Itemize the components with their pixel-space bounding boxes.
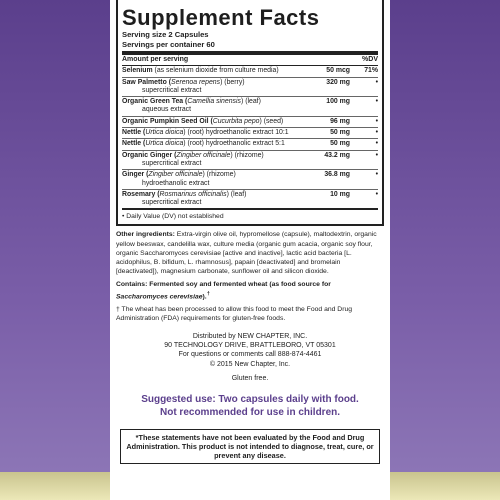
ingredient-dv: • [375, 190, 378, 198]
ingredient-name-text: Nettle (Urtica dioica [122, 129, 184, 137]
fda-disclaimer: *These statements have not been evaluated by the Food and Drug Administration. This product is not intended to diagnose, treat, cure, or prevent any disease. [120, 429, 380, 464]
suggested-use-line1: Suggested use: Two capsules daily with food. [141, 394, 359, 406]
ingredient-extract-type: supercritical extract [142, 199, 202, 207]
ingredient-name: Organic Pumpkin Seed Oil (Cucurbita pepo) (seed) [122, 117, 284, 125]
ingredient-name: Rosemary (Rosmarinus officinalis) (leaf) supercritical extract [122, 191, 310, 208]
contains-text: Contains: Fermented soy and fermented wheat (as food source for [116, 281, 331, 289]
ingredient-list [122, 66, 378, 208]
ingredient-row [122, 97, 378, 117]
ingredient-row [122, 117, 378, 128]
distributor-info [116, 332, 384, 370]
ingredient-amount: 50 mg [330, 140, 350, 148]
wheat-note: † The wheat has been processed to allow this food to meet the Food and Drug Administration (FDA) requirements for gluten-free foods. [116, 306, 353, 323]
distributor-phone: For questions or comments call 888-874-4461 [178, 351, 322, 359]
other-ingredients [116, 230, 384, 276]
amount-per-serving-header: Amount per serving [122, 56, 189, 63]
packaging-left-band [0, 0, 110, 500]
dv-footnote: • Daily Value (DV) not established [122, 213, 224, 221]
ingredient-name-text: Nettle (Urtica dioica [122, 140, 184, 148]
ingredient-name: Saw Palmetto (Serenoa repens) (berry) supercritical extract [122, 79, 310, 96]
packaging-right-band [390, 0, 500, 500]
ingredient-name-text: Saw Palmetto (Serenoa repens [122, 78, 221, 86]
ingredient-row [122, 190, 378, 209]
ingredient-extract-type: supercritical extract [142, 159, 202, 167]
copyright: © 2015 New Chapter, Inc. [209, 360, 291, 368]
ingredient-name: Selenium (as selenium dioxide from culture media) [122, 67, 279, 75]
ingredient-name-text: Rosemary (Rosmarinus officinalis [122, 190, 227, 198]
ingredient-amount: 100 mg [326, 98, 350, 106]
contains-mark: † [206, 290, 210, 297]
dv-header: %DV [362, 56, 378, 63]
ingredient-dv: • [375, 140, 378, 148]
ingredient-name: Organic Ginger (Zingiber officinale) (rhizome) supercritical extract [122, 152, 310, 169]
ingredient-dv: • [375, 171, 378, 179]
ingredient-dv: • [375, 151, 378, 159]
distributor-line1: Distributed by NEW CHAPTER, INC. [192, 332, 308, 340]
ingredient-row [122, 139, 378, 150]
ingredient-amount: 50 mg [330, 129, 350, 137]
ingredient-extract-type: supercritical extract [142, 86, 202, 94]
contains-end: ). [202, 292, 207, 300]
gluten-free-note: Gluten free. [231, 375, 269, 383]
ingredient-extract-type: aqueous extract [142, 106, 192, 114]
ingredient-name: Nettle (Urtica dioica) (root) hydroethanolic extract 5:1 [122, 140, 285, 148]
ingredient-extract-type: hydroethanolic extract [142, 179, 210, 187]
ingredient-row [122, 66, 378, 77]
ingredient-name-text: Organic Green Tea (Camellia sinensis [122, 98, 241, 106]
distributor-line2: 90 TECHNOLOGY DRIVE, BRATTLEBORO, VT 05301 [164, 341, 336, 349]
other-ingredients-text: Extra-virgin olive oil, hypromellose (capsule), maltodextrin, organic yellow beeswax, candelilla wax, culture media (organic gum acacia, organic soy flour, organic Saccharomyces cerevisiae [active and inactive], lactic acid bacteria [L. acidophilus, B. bifidum, L. rhamnosus], papain [deactivated] and bromelain [deactivated]), magnesium carbonate, sunflower oil and silicon dioxide. [116, 231, 377, 276]
ingredient-name-text: Organic Ginger (Zingiber officinale [122, 151, 231, 159]
allergen-statement [116, 280, 384, 301]
ingredient-amount: 96 mg [330, 117, 350, 125]
suggested-use-line2: Not recommended for use in children. [159, 406, 341, 418]
serving-size: Serving size 2 Capsules [122, 30, 209, 39]
other-ingredients-label: Other ingredients: [116, 231, 175, 239]
ingredient-name-text: Selenium [122, 67, 153, 75]
ingredient-dv: • [375, 78, 378, 86]
ingredient-row [122, 78, 378, 98]
supplement-facts-title: Supplement Facts [122, 5, 320, 30]
ingredient-row [122, 151, 378, 171]
suggested-use [116, 394, 384, 419]
contains-italic: Saccharomyces cerevisiae [116, 292, 203, 300]
ingredient-name: Nettle (Urtica dioica) (root) hydroethanolic extract 10:1 [122, 129, 289, 137]
supplement-facts-panel [116, 0, 384, 226]
ingredient-amount: 320 mg [326, 78, 350, 86]
supplement-label [110, 0, 390, 500]
ingredient-dv: • [375, 129, 378, 137]
ingredient-dv: • [375, 117, 378, 125]
ingredient-name: Organic Green Tea (Camellia sinensis) (leaf) aqueous extract [122, 98, 310, 115]
facts-header-row [122, 55, 378, 65]
ingredient-amount: 43.2 mg [324, 151, 350, 159]
ingredient-name: Ginger (Zingiber officinale) (rhizome) hydroethanolic extract [122, 171, 310, 188]
ingredient-name-text: Ginger (Zingiber officinale [122, 171, 203, 179]
ingredient-amount: 50 mcg [326, 67, 350, 75]
ingredient-amount: 10 mg [330, 190, 350, 198]
ingredient-row [122, 170, 378, 190]
ingredient-amount: 36.8 mg [324, 171, 350, 179]
ingredient-dv: 71% [364, 67, 378, 75]
ingredient-name-text: Organic Pumpkin Seed Oil (Cucurbita pepo [122, 117, 260, 125]
ingredient-row [122, 128, 378, 139]
servings-per-container: Servings per container 60 [122, 39, 215, 49]
ingredient-dv: • [375, 98, 378, 106]
